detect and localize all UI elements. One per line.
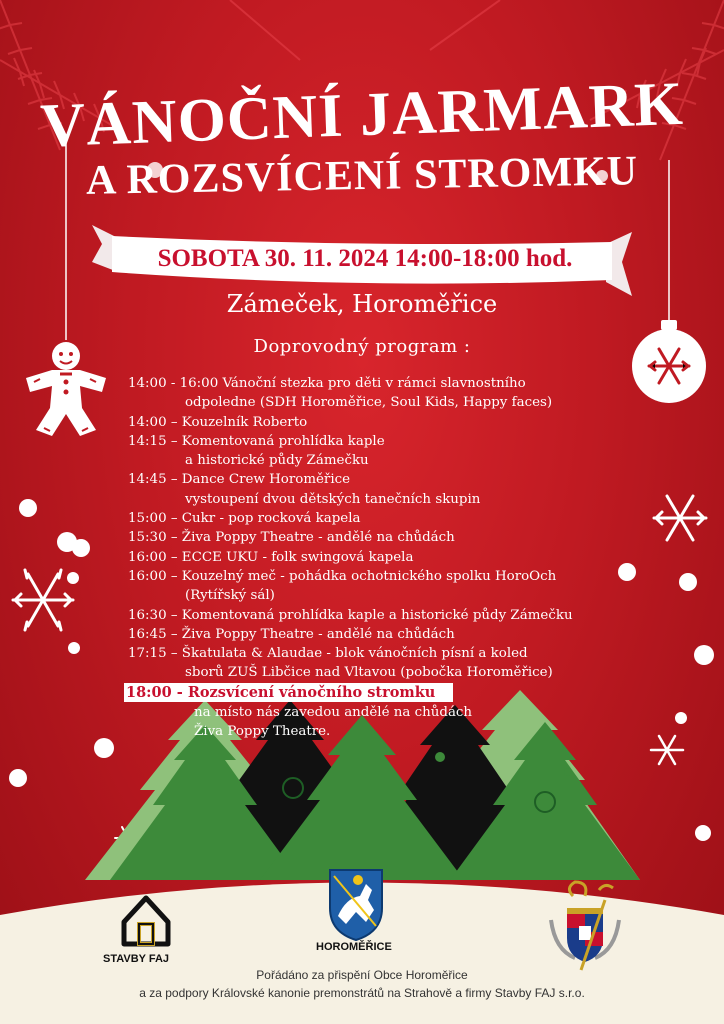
- program-line: na místo nás zavedou andělé na chůdách: [194, 705, 473, 721]
- program-line: 14:15 – Komentovaná prohlídka kaple: [128, 433, 385, 449]
- program-line: 16:45 – Živa Poppy Theatre - andělé na chůdách: [128, 626, 455, 642]
- footer-line-1: Pořádáno za přispění Obce Horoměřice: [256, 968, 468, 982]
- program-line: Živa Poppy Theatre.: [194, 724, 331, 740]
- program-line: 17:15 – Škatulata & Alaudae - blok vánočních písní a koled: [128, 646, 528, 662]
- program-line: a historické půdy Zámečku: [185, 453, 369, 469]
- program-line: 15:30 – Živa Poppy Theatre - andělé na chůdách: [128, 530, 455, 546]
- program-line: 16:30 – Komentovaná prohlídka kaple a historické půdy Zámečku: [128, 607, 573, 623]
- horomerice-logo-text: HOROMĚŘICE: [316, 941, 392, 953]
- program-line: sborů ZUŠ Libčice nad Vltavou (pobočka Horoměřice): [185, 665, 553, 681]
- venue: Zámeček, Horoměřice: [226, 290, 498, 318]
- program-line: 14:45 – Dance Crew Horoměřice: [128, 472, 351, 488]
- snowflake-icon: [13, 570, 73, 630]
- program-line: odpoledne (SDH Horoměřice, Soul Kids, Happy faces): [185, 395, 553, 411]
- horomerice-coat-of-arms-icon: [330, 870, 382, 940]
- program-line: 15:00 – Cukr - pop rocková kapela: [128, 511, 361, 527]
- snowflake-icon: [651, 736, 683, 764]
- program-line: 16:00 – ECCE UKU - folk swingová kapela: [128, 549, 414, 565]
- program-line: vystoupení dvou dětských tanečních skupin: [185, 491, 481, 507]
- stavby-faj-logo-text: STAVBY FAJ: [103, 953, 170, 965]
- program-list: [128, 374, 648, 742]
- program-highlight-lighting: 18:00 - Rozsvícení vánočního stromku: [124, 683, 453, 702]
- title-line-1: VÁNOČNÍ JARMARK: [39, 69, 685, 161]
- footer-line-2: a za podpory Královské kanonie premonstrátů na Strahově a firmy Stavby FAJ s.r.o.: [139, 986, 585, 1000]
- program-line: 16:00 – Kouzelný meč - pohádka ochotnického spolku HoroOch: [128, 568, 557, 584]
- title-line-2: A ROZSVÍCENÍ STROMKU: [85, 148, 639, 204]
- program-line: 14:00 – Kouzelník Roberto: [128, 414, 308, 430]
- snowflake-icon: [654, 496, 706, 540]
- program-line: (Rytířský sál): [185, 588, 275, 604]
- program-line: 14:00 - 16:00 Vánoční stezka pro děti v rámci slavnostního: [128, 376, 526, 391]
- program-heading: Doprovodný program :: [253, 336, 471, 357]
- date-ribbon-text: SOBOTA 30. 11. 2024 14:00-18:00 hod.: [157, 245, 573, 272]
